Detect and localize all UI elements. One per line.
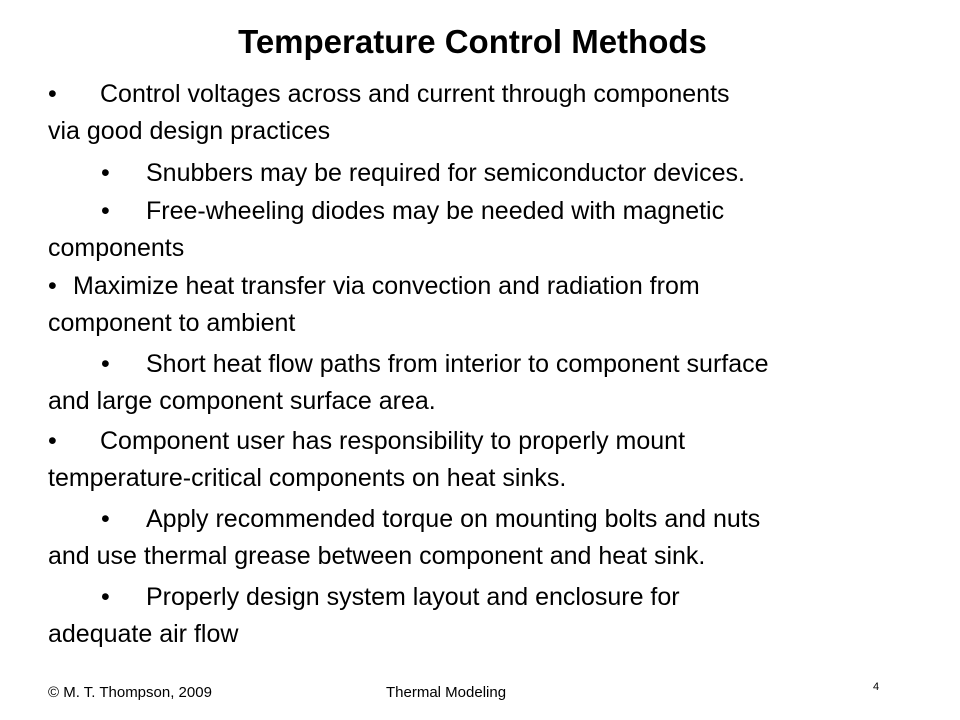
bullet-glyph: •: [101, 159, 110, 187]
bullet-text: Short heat flow paths from interior to component surface: [146, 350, 769, 378]
bullet-glyph: •: [101, 583, 110, 611]
bullet-text-continued: components: [48, 234, 185, 262]
footer-topic: Thermal Modeling: [386, 684, 507, 701]
bullet-text-continued: adequate air flow: [48, 620, 239, 648]
bullet-glyph: •: [101, 350, 110, 378]
bullet-glyph: •: [48, 427, 57, 455]
bullet-text: Properly design system layout and enclosure for: [146, 583, 680, 611]
bullet-text: Maximize heat transfer via convection and radiation from: [73, 272, 700, 300]
bullet-text: Snubbers may be required for semiconductor devices.: [146, 159, 745, 187]
bullet-system-layout: [48, 579, 960, 653]
bullet-text: Free-wheeling diodes may be needed with magnetic: [146, 197, 725, 225]
bullet-short-heat-flow-paths: [48, 346, 960, 420]
bullet-glyph: •: [101, 197, 110, 225]
bullet-maximize-heat-transfer: [48, 268, 948, 342]
bullet-glyph: •: [101, 505, 110, 533]
bullet-text: Component user has responsibility to properly mount: [100, 427, 686, 455]
footer-copyright: © M. T. Thompson, 2009: [48, 684, 212, 701]
page-number: 4: [873, 681, 880, 693]
bullet-text-continued: via good design practices: [48, 117, 331, 145]
bullet-glyph: •: [48, 80, 57, 108]
bullet-good-design-practices: [48, 76, 960, 150]
bullet-text: Control voltages across and current through components: [100, 80, 730, 108]
bullet-free-wheeling-diodes: [48, 193, 960, 267]
bullet-text-continued: temperature-critical components on heat sinks.: [48, 464, 567, 492]
bullet-component-user-responsibility: [48, 423, 960, 497]
bullet-snubbers: [48, 155, 960, 192]
bullet-text: Apply recommended torque on mounting bolts and nuts: [146, 505, 761, 533]
bullet-text-continued: component to ambient: [48, 309, 296, 337]
bullet-text-continued: and large component surface area.: [48, 387, 436, 415]
bullet-glyph: •: [48, 272, 57, 300]
slide-title: Temperature Control Methods: [238, 23, 707, 60]
bullet-recommended-torque: [48, 501, 960, 575]
bullet-text-continued: and use thermal grease between component and heat sink.: [48, 542, 706, 570]
